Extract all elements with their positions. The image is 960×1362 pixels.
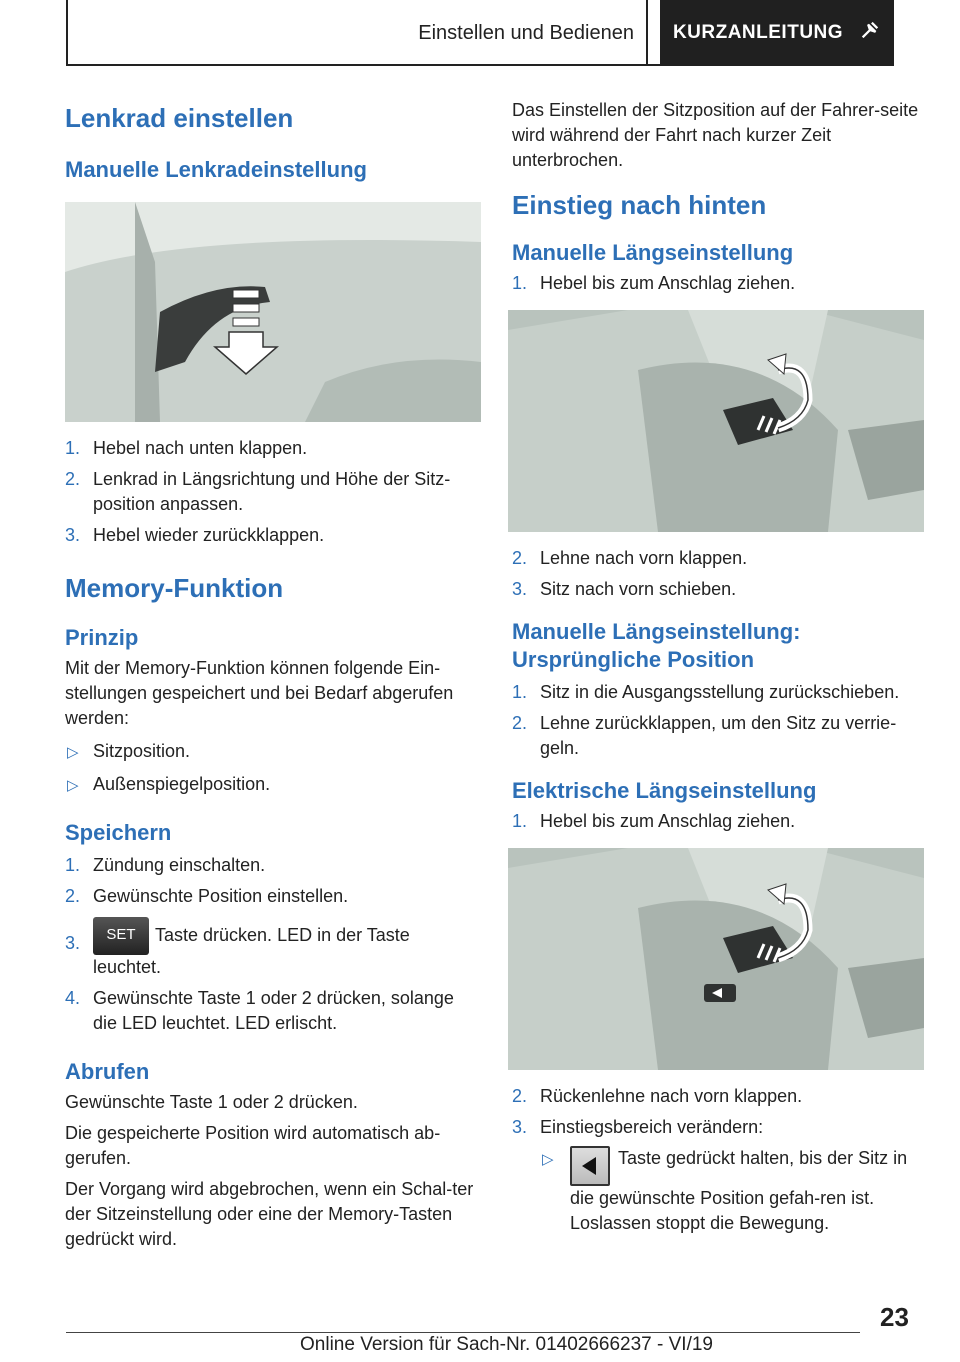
- heading-lenkrad: Lenkrad einstellen: [65, 103, 294, 133]
- list-number: 1.: [65, 855, 81, 875]
- header-tab-label: KURZANLEITUNG: [672, 22, 844, 43]
- list-text: Hebel bis zum Anschlag ziehen.: [540, 811, 796, 831]
- bullet-item: [65, 772, 481, 797]
- list-text: Hebel bis zum Anschlag ziehen.: [540, 273, 796, 293]
- list-item: [65, 853, 481, 878]
- list-number: 3.: [512, 1117, 528, 1137]
- list-number: 4.: [65, 988, 81, 1008]
- list-number: 1.: [512, 811, 528, 831]
- prinzip-text: Mit der Memory-Funktion können folgende Ein-stellungen gespeichert und bei Bedarf abgerufen werden:: [65, 658, 454, 728]
- seat-lever-illustration: [508, 310, 924, 532]
- list-item: [512, 680, 924, 705]
- heading-prinzip: Prinzip: [65, 625, 139, 650]
- bullet-text: Sitzposition.: [93, 741, 191, 761]
- heading-speichern: Speichern: [65, 820, 172, 845]
- bullet-item: [65, 739, 481, 764]
- triangle-bullet-icon: ▷: [67, 777, 79, 794]
- heading-abrufen: Abrufen: [65, 1059, 150, 1084]
- list-text: Sitz nach vorn schieben.: [540, 579, 737, 599]
- sub-bullet-text: Taste gedrückt halten, bis der Sitz in die gewünschte Position gefah-ren ist. Loslassen stoppt die Bewegung.: [570, 1148, 908, 1233]
- list-number: 3.: [512, 579, 528, 599]
- list-item: [512, 546, 924, 571]
- list-item: [512, 1115, 924, 1140]
- seat-back-button-icon: [570, 1146, 610, 1186]
- sub-bullet-item: [540, 1146, 924, 1236]
- heading-memory-funktion: Memory-Funktion: [65, 573, 284, 603]
- list-text: Gewünschte Taste 1 oder 2 drücken, solange die LED leuchtet. LED erlischt.: [93, 988, 454, 1033]
- list-number: 2.: [512, 1086, 528, 1106]
- steps-lenkrad: [65, 436, 481, 548]
- list-number: 2.: [65, 469, 81, 489]
- heading-urspruengliche-position: Manuelle Längseinstellung: Ursprüngliche Position: [512, 619, 801, 672]
- steps-urspr: [512, 680, 924, 761]
- steering-lever-illustration: [65, 202, 481, 422]
- list-item: [65, 523, 481, 548]
- list-text: Hebel nach unten klappen.: [93, 438, 308, 458]
- list-item: [512, 809, 924, 834]
- list-number: 3.: [65, 933, 81, 953]
- list-text: Lehne zurückklappen, um den Sitz zu verrie-geln.: [540, 713, 897, 758]
- seat-lever-figure: [508, 310, 924, 532]
- list-text: Einstiegsbereich verändern:: [540, 1117, 764, 1137]
- heading-manuelle-laengseinstellung: Manuelle Längseinstellung: [512, 240, 794, 265]
- list-number: 3.: [65, 525, 81, 545]
- heading-elektrische-laengseinstellung: Elektrische Längseinstellung: [512, 778, 817, 803]
- list-item: [65, 986, 481, 1036]
- list-item: [65, 467, 481, 517]
- right-column: [512, 96, 924, 1236]
- abrufen-text-3: Der Vorgang wird abgebrochen, wenn ein Schal-ter der Sitzeinstellung oder eine der Memory-Tasten gedrückt wird.: [65, 1179, 474, 1249]
- list-text: Taste drücken. LED in der Taste leuchtet.: [93, 924, 410, 977]
- abrufen-text-2: Die gespeicherte Position wird automatisch ab-gerufen.: [65, 1123, 441, 1168]
- list-text: Zündung einschalten.: [93, 855, 266, 875]
- list-item: [65, 884, 481, 909]
- steering-lever-figure: [65, 202, 481, 422]
- list-text: Sitz in die Ausgangsstellung zurückschieben.: [540, 682, 900, 702]
- seat-electric-figure: [508, 848, 924, 1070]
- footer-rule: [66, 1332, 860, 1333]
- footer-online-version: Online Version für Sach-Nr. 01402666237 - VI/19: [300, 1334, 713, 1355]
- set-button-icon: SET: [93, 917, 149, 955]
- list-number: 2.: [65, 886, 81, 906]
- list-text: Lenkrad in Längsrichtung und Höhe der Sitz-position anpassen.: [93, 469, 451, 514]
- abrufen-text-1: Gewünschte Taste 1 oder 2 drücken.: [65, 1092, 358, 1112]
- triangle-bullet-icon: ▷: [542, 1151, 554, 1168]
- list-item: [512, 577, 924, 602]
- list-number: 1.: [512, 273, 528, 293]
- list-item: [512, 1084, 924, 1109]
- seat-electric-illustration: [508, 848, 924, 1070]
- list-item: [65, 917, 481, 980]
- flash-icon: [859, 19, 881, 47]
- list-text: Hebel wieder zurückklappen.: [93, 525, 325, 545]
- list-number: 1.: [65, 438, 81, 458]
- header-section-title: Einstellen und Bedienen: [66, 0, 648, 66]
- list-number: 1.: [512, 682, 528, 702]
- bullet-text: Außenspiegelposition.: [93, 774, 271, 794]
- list-text: Lehne nach vorn klappen.: [540, 548, 748, 568]
- triangle-bullet-icon: ▷: [67, 744, 79, 761]
- header-tab-kurzanleitung[interactable]: [660, 0, 894, 66]
- heading-manuelle-lenkradeinstellung: Manuelle Lenkradeinstellung: [65, 157, 367, 182]
- page-number: 23: [880, 1302, 909, 1332]
- steps-speichern: [65, 853, 481, 1036]
- list-number: 2.: [512, 713, 528, 733]
- steps-manuell-2: [512, 546, 924, 602]
- list-number: 2.: [512, 548, 528, 568]
- left-column: [65, 96, 481, 1252]
- heading-einstieg-nach-hinten: Einstieg nach hinten: [512, 190, 767, 220]
- list-item: [65, 436, 481, 461]
- list-item: [512, 711, 924, 761]
- list-item: [512, 271, 924, 296]
- steps-elektrisch-2: [512, 1084, 924, 1236]
- intro-text: Das Einstellen der Sitzposition auf der Fahrer-seite wird während der Fahrt nach kurzer Zeit unterbrochen.: [512, 100, 919, 170]
- list-text: Rückenlehne nach vorn klappen.: [540, 1086, 803, 1106]
- list-text: Gewünschte Position einstellen.: [93, 886, 349, 906]
